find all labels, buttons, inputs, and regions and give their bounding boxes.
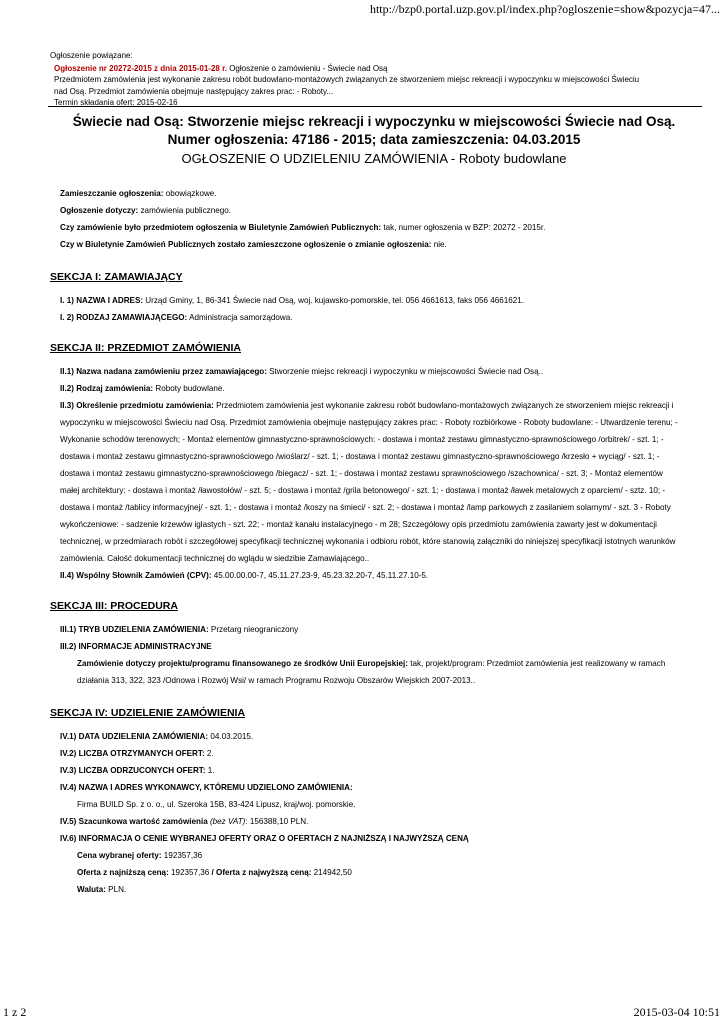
section-3-title: SEKCJA III: PROCEDURA	[50, 600, 178, 612]
s4-contractor: Firma BUILD Sp. z o. o., ul. Szeroka 15B, 83-424 Lipusz, kraj/woj. pomorskie.	[77, 800, 356, 809]
intro-change: Czy w Biuletynie Zamówień Publicznych zostało zamieszczone ogłoszenie o zmianie ogłoszenia: nie.	[60, 240, 447, 249]
print-datetime: 2015-03-04 10:51	[633, 1005, 720, 1019]
s4-selected-price: Cena wybranej oferty: 192357,36	[77, 851, 203, 860]
intro-concerns: Ogłoszenie dotyczy: zamówienia publicznego.	[60, 206, 231, 215]
s1-type: I. 2) RODZAJ ZAMAWIAJĄCEGO: Administracja samorządowa.	[60, 313, 293, 322]
notice-title: Świecie nad Osą: Stworzenie miejsc rekreacji i wypoczynku w miejscowości Świecie nad Osą.	[72, 114, 676, 129]
notice-content	[50, 185, 682, 898]
s4-estimate: IV.5) Szacunkowa wartość zamówienia (bez VAT): 156388,10 PLN.	[60, 817, 309, 826]
page-number: 1 z 2	[3, 1005, 27, 1019]
s2-description: II.3) Określenie przedmiotu zamówienia: Przedmiotem zamówienia jest wykonanie zakresu robót budowlano-montażowych związanych ze stworzeniem miejsc rekreacji i wypoczynku w miejscowości Świeciu nad Osą. Przedmiot zamówienia obejmuje następujący zakres prac: - Roboty rozbiórkowe - Roboty budowlane: - Utwardzenie terenu; - Wykonanie schodów terenowych; - Montaż elementów gimnastyczno-sprawnościowych: - dostawa i montaż zestawu gimnastyczno-sprawnościowego /orbitrek/ - szt. 1; - dostawa i montaż zestawu gimnastyczno-sprawnościowego /wioślarz/ - szt. 1; - dostawa i montaż zestawu gimnastyczno-sprawnościowego /krzesło + wyciąg/ - szt. 1; - dostawa i montaż zestawu gimnastyczno-sprawnościowego /biegacz/ - szt. 1; - dostawa i montaż zestawu sprawnościowego /szachownica/ - szt. 3; - Montaż elementów małej architektury: - dostawa i montaż /ławostołów/ - szt. 5; - dostawa i montaż /grila betonowego/ - szt. 1; - dostawa i montaż /ławek metalowych z oparciem/ - sztz. 10; - dostawa i montaż /tablicy informacyjnej/ - szt. 1; - dostawa i montaż /koszy na śmieci/ - szt. 2; - dostawa i montaż /lamp parkowych z zasilaniem solarnym/ - szt. 3 - Roboty wykończeniowe: - sadzenie krzewów iglastych - szt. 22; - montaż kanału instalacyjnego - m 28; Szczegółowy opis przedmiotu zamówienia zawarty jest w dokumentacji technicznej, w przedmiarach robót i szczegółowej specyfikacji technicznej wykonania i odbioru robót, które stanowią załączniki do niniejszej specyfikacji istotnych warunków zamówienia. Całość dokumentacji technicznej do wglądu w siedzibie Zamawiającego..	[60, 401, 678, 563]
s4-offers-info: IV.6) INFORMACJA O CENIE WYBRANEJ OFERTY ORAZ O OFERTACH Z NAJNIŻSZĄ I NAJWYŻSZĄ CENĄ	[60, 834, 469, 843]
s4-date: IV.1) DATA UDZIELENIA ZAMÓWIENIA: 04.03.2015.	[60, 732, 254, 741]
s4-offers-rejected: IV.3) LICZBA ODRZUCONYCH OFERT: 1.	[60, 766, 215, 775]
related-notice-link[interactable]: Ogłoszenie nr 20272-2015 z dnia 2015-01-28 r.	[54, 63, 227, 73]
related-notice-desc: Ogłoszenie o zamówieniu - Świecie nad Osą	[226, 63, 388, 73]
intro-publication: Zamieszczanie ogłoszenia: obowiązkowe.	[60, 189, 217, 198]
related-notice-line	[50, 63, 690, 75]
s2-cpv: II.4) Wspólny Słownik Zamówień (CPV): 45.00.00.00-7, 45.11.27.23-9, 45.23.32.20-7, 45.11.27.10-5.	[60, 571, 429, 580]
related-notice	[50, 50, 690, 109]
s2-kind: II.2) Rodzaj zamówienia: Roboty budowlane.	[60, 384, 225, 393]
section-2-title: SEKCJA II: PRZEDMIOT ZAMÓWIENIA	[50, 342, 241, 354]
s1-name-address: I. 1) NAZWA I ADRES: Urząd Gminy, 1, 86-341 Świecie nad Osą, woj. kujawsko-pomorskie, tel. 056 4661613, faks 056 4661621.	[60, 296, 524, 305]
header-separator	[48, 106, 702, 107]
s4-price-range: Oferta z najniższą ceną: 192357,36 / Oferta z najwyższą ceną: 214942,50	[77, 868, 352, 877]
related-label: Ogłoszenie powiązane:	[50, 51, 133, 60]
related-deadline: Termin składania ofert: 2015-02-16	[54, 98, 178, 107]
s4-currency: Waluta: PLN.	[77, 885, 127, 894]
s4-contractor-label: IV.4) NAZWA I ADRES WYKONAWCY, KTÓREMU UDZIELONO ZAMÓWIENIA:	[60, 783, 353, 792]
s2-name: II.1) Nazwa nadana zamówieniu przez zamawiającego: Stworzenie miejsc rekreacji i wypoczynku w miejscowości Świecie nad Osą..	[60, 367, 544, 376]
s4-offers-received: IV.2) LICZBA OTRZYMANYCH OFERT: 2.	[60, 749, 214, 758]
section-4-title: SEKCJA IV: UDZIELENIE ZAMÓWIENIA	[50, 707, 246, 719]
related-summary-1: Przedmiotem zamówienia jest wykonanie zakresu robót budowlano-montażowych związanych ze stworzeniem miejsc rekreacji i wypoczynku w miejscowości Świeciu	[54, 75, 640, 84]
intro-bzp: Czy zamówienie było przedmiotem ogłoszenia w Biuletynie Zamówień Publicznych: tak, numer ogłoszenia w BZP: 20272 - 2015r.	[60, 223, 546, 232]
notice-number: Numer ogłoszenia: 47186 - 2015; data zamieszczenia: 04.03.2015	[167, 132, 581, 147]
s3-eu-funding: Zamówienie dotyczy projektu/programu finansowanego ze środków Unii Europejskiej: tak, projekt/program: Przedmiot zamówienia jest realizowany w ramach działania 313, 322, 323 /Odnowa i Rozwój Wsi/ w ramach Programu Rozwoju Obszarów Wiejskich 2007-2013..	[77, 659, 666, 685]
s3-admin: III.2) INFORMACJE ADMINISTRACYJNE	[60, 642, 212, 651]
s3-procedure: III.1) TRYB UDZIELENIA ZAMÓWIENIA: Przetarg nieograniczony	[60, 625, 299, 634]
notice-type: OGŁOSZENIE O UDZIELENIU ZAMÓWIENIA - Roboty budowlane	[181, 151, 567, 166]
related-summary-2: nad Osą. Przedmiot zamówienia obejmuje następujący zakres prac: - Roboty...	[54, 86, 334, 96]
section-1-title: SEKCJA I: ZAMAWIAJĄCY	[50, 271, 183, 283]
print-url: http://bzp0.portal.uzp.gov.pl/index.php?ogloszenie=show&pozycja=47...	[369, 2, 720, 16]
